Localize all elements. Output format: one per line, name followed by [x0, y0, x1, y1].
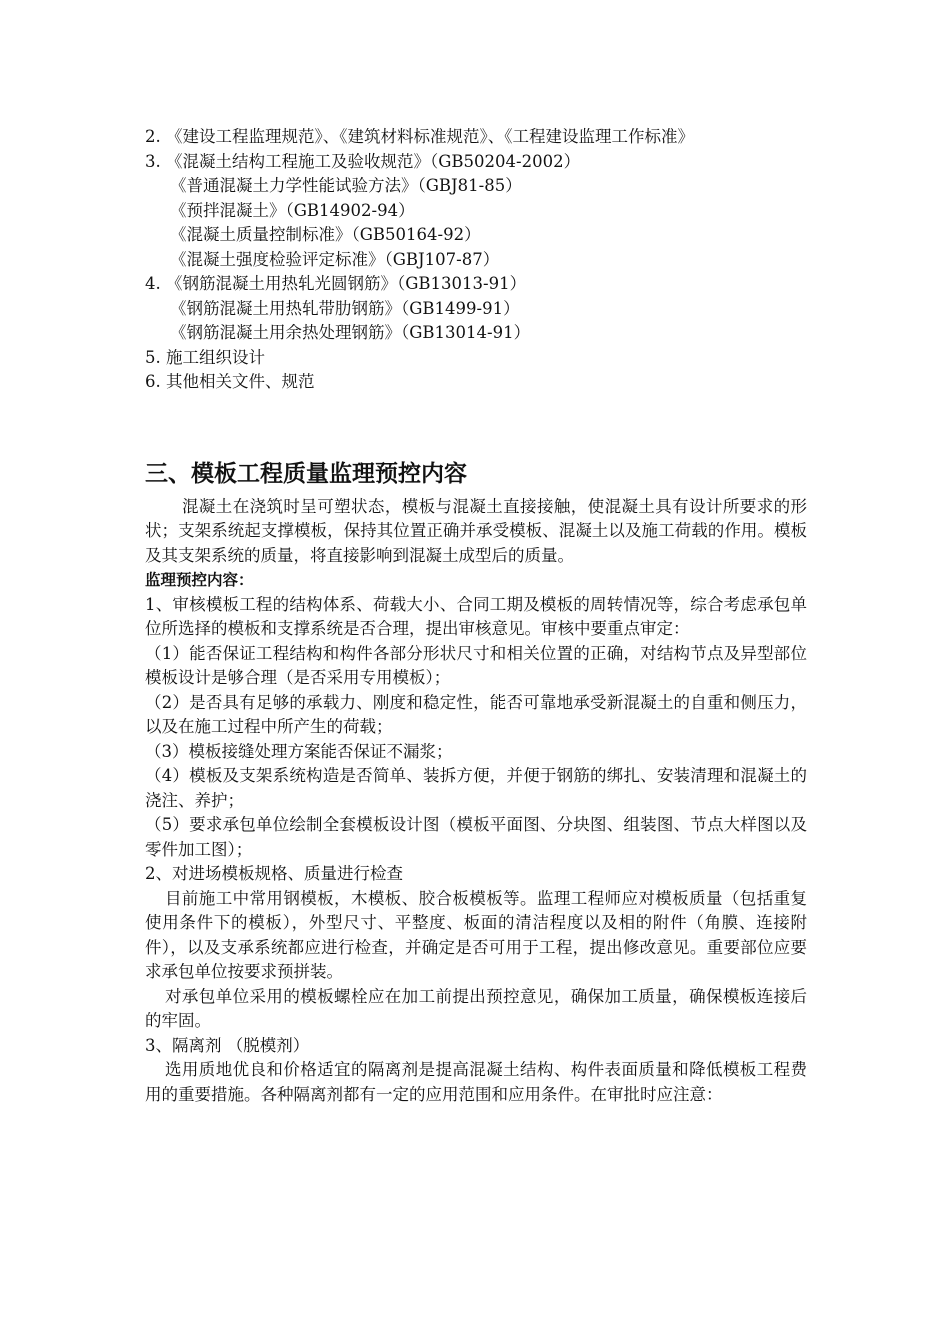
section-intro: 混凝土在浇筑时呈可塑状态，模板与混凝土直接接触，使混凝土具有设计所要求的形状；支架系统起支撑模板，保持其位置正确并承受模板、混凝土以及施工荷载的作用。模板及其支架系统的质量，将直接影响到混凝土成型后的质量。 [145, 496, 807, 565]
reference-item-3-sub: 《普通混凝土力学性能试验方法》（GBJ81-85） [170, 176, 522, 195]
section-title: 三、模板工程质量监理预控内容 [145, 460, 467, 487]
point-2-paragraph: 对承包单位采用的模板螺栓应在加工前提出预控意见，确保加工质量，确保模板连接后的牢固。 [145, 986, 807, 1030]
reference-item-2: 2. 《建设工程监理规范》、《建筑材料标准规范》、《工程建设监理工作标准》 [145, 127, 694, 146]
reference-item-3: 3. 《混凝土结构工程施工及验收规范》（GB50204-2002） [145, 151, 581, 171]
reference-item-3-sub: 《混凝土质量控制标准》（GB50164-92） [170, 225, 481, 244]
point-1-item: （4）模板及支架系统构造是否简单、装拆方便，并便于钢筋的绑扎、安装清理和混凝土的浇注、养护； [145, 766, 807, 810]
point-1-item: （2）是否具有足够的承载力、刚度和稳定性，能否可靠地承受新混凝土的自重和侧压力，以及在施工过程中所产生的荷载； [145, 692, 807, 736]
point-2: 2、对进场模板规格、质量进行检查 [145, 864, 403, 883]
point-1-item: （1）能否保证工程结构和构件各部分形状尺寸和相关位置的正确，对结构节点及异型部位模板设计是够合理（是否采用专用模板）； [145, 643, 807, 687]
reference-item-4-sub: 《钢筋混凝土用热轧带肋钢筋》（GB1499-91） [170, 298, 520, 318]
point-1-item: （3）模板接缝处理方案能否保证不漏浆； [145, 741, 453, 761]
point-2-paragraph: 目前施工中常用钢模板，木模板、胶合板模板等。监理工程师应对模板质量（包括重复使用条件下的模板），外型尺寸、平整度、板面的清洁程度以及相的附件（角膜、连接附件），以及支承系统都应进行检查，并确定是否可用于工程，提出修改意见。重要部位应要求承包单位按要求预拼装。 [145, 888, 807, 981]
point-1: 1、审核模板工程的结构体系、荷载大小、合同工期及模板的周转情况等，综合考虑承包单位所选择的模板和支撑系统是否合理，提出审核意见。审核中要重点审定： [145, 594, 807, 638]
reference-item-6: 6. 其他相关文件、规范 [145, 372, 315, 391]
reference-item-3-sub: 《混凝土强度检验评定标准》（GBJ107-87） [170, 249, 500, 269]
spacer [145, 395, 807, 453]
point-3: 3、隔离剂 （脱模剂） [145, 1035, 310, 1055]
document-body [145, 125, 807, 1107]
reference-item-5: 5. 施工组织设计 [145, 347, 265, 367]
subheading: 监理预控内容： [145, 571, 254, 589]
point-1-item: （5）要求承包单位绘制全套模板设计图（模板平面图、分块图、组装图、节点大样图以及零件加工图）； [145, 815, 807, 859]
point-3-paragraph: 选用质地优良和价格适宜的隔离剂是提高混凝土结构、构件表面质量和降低模板工程费用的重要措施。各种隔离剂都有一定的应用范围和应用条件。在审批时应注意： [145, 1060, 807, 1104]
reference-item-4-sub: 《钢筋混凝土用余热处理钢筋》（GB13014-91） [170, 323, 531, 342]
reference-item-4: 4. 《钢筋混凝土用热轧光圆钢筋》（GB13013-91） [145, 274, 527, 293]
reference-item-3-sub: 《预拌混凝土》（GB14902-94） [170, 200, 415, 220]
